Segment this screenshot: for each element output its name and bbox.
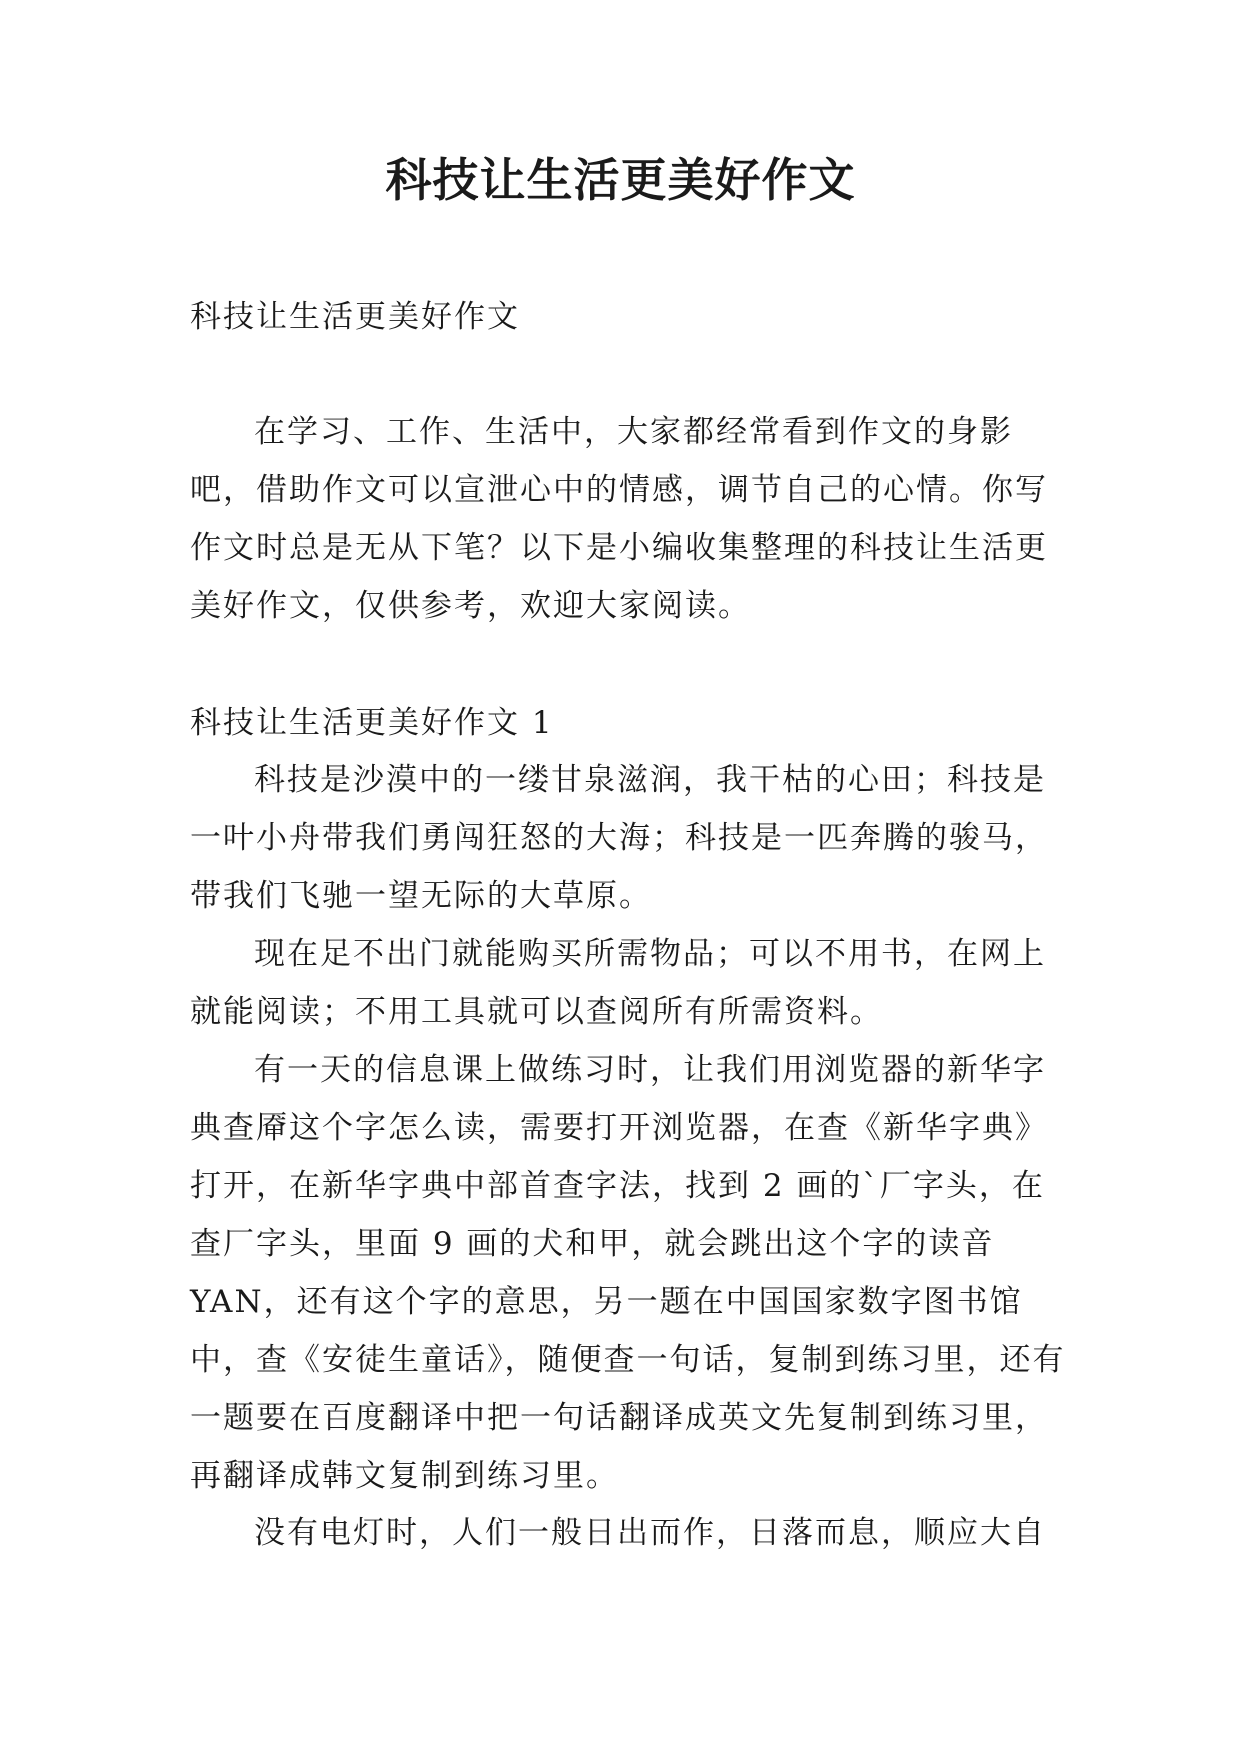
paragraph-1: 科技是沙漠中的一缕甘泉滋润，我干枯的心田；科技是一叶小舟带我们勇闯狂怒的大海；科技是一匹奔腾的骏马，带我们飞驰一望无际的大草原。: [190, 762, 1048, 914]
paragraph-3: 有一天的信息课上做练习时，让我们用浏览器的新华字典查厣这个字怎么读，需要打开浏览器，在查《新华字典》打开，在新华字典中部首查字法，找到 2 画的`厂字头，在查厂字头，里面 9 画的犬和甲，就会跳出这个字的读音 YAN，还有这个字的意思，另一题在中国国家数字图书馆中，查《安徒生童话》，随便查一句话，复制到练习里，还有一题要在百度翻译中把一句话翻译成英文先复制到练习里，再翻译成韩文复制到练习里。: [190, 1052, 1066, 1494]
paragraph-2: 现在足不出门就能购买所需物品；可以不用书，在网上就能阅读；不用工具就可以查阅所有所需资料。: [190, 936, 1046, 1030]
paragraph-4: 没有电灯时，人们一般日出而作，日落而息，顺应大自: [254, 1515, 1046, 1551]
document-title: 科技让生活更美好作文: [385, 153, 856, 207]
intro-paragraph: 在学习、工作、生活中，大家都经常看到作文的身影吧，借助作文可以宣泄心中的情感，调节自己的心情。你写作文时总是无从下笔？以下是小编收集整理的科技让生活更美好作文，仅供参考，欢迎大家阅读。: [190, 414, 1048, 624]
document-subtitle: 科技让生活更美好作文: [190, 299, 520, 335]
section-heading: 科技让生活更美好作文 1: [190, 705, 554, 741]
